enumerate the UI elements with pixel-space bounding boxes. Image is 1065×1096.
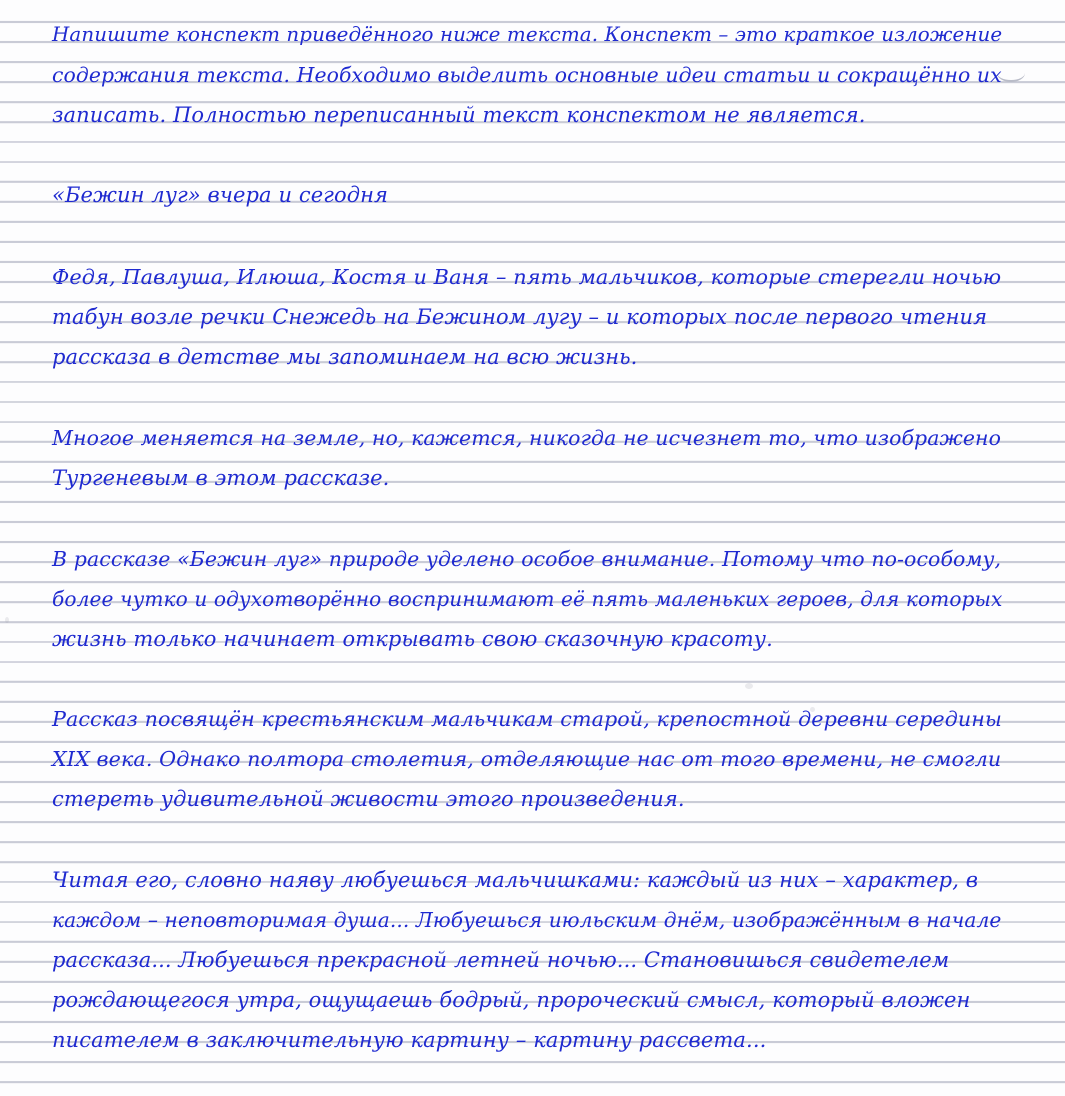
- paragraph-line: жизнь только начинает открывать свою сказочную красоту.: [52, 627, 773, 651]
- instruction-line: Напишите конспект приведённого ниже текста. Конспект – это краткое изложение: [52, 23, 1003, 46]
- paragraph-line: табун возле речки Снежедь на Бежином лугу – и которых после первого чтения: [52, 305, 988, 329]
- paragraph-line: каждом – неповторимая душа... Любуешься июльским днём, изображённым в начале: [52, 908, 1002, 932]
- paragraph-line: XIX века. Однако полтора столетия, отделяющие нас от того времени, не смогли: [52, 747, 1002, 771]
- paragraph-line: рождающегося утра, ощущаешь бодрый, пророческий смысл, который вложен: [52, 988, 971, 1012]
- paragraph-line: Читая его, словно наяву любуешься мальчишками: каждый из них – характер, в: [52, 868, 979, 892]
- paragraph-line: Тургеневым в этом рассказе.: [52, 466, 390, 490]
- paper-smudge: [5, 617, 9, 623]
- paragraph-line: более чутко и одухотворённо воспринимают её пять маленьких героев, для которых: [52, 587, 1003, 611]
- paragraph-line: рассказа в детстве мы запоминаем на всю жизнь.: [52, 345, 638, 369]
- text-title: «Бежин луг» вчера и сегодня: [52, 183, 389, 207]
- paragraph-line: стереть удивительной живости этого произведения.: [52, 787, 685, 811]
- paragraph-line: Федя, Павлуша, Илюша, Костя и Ваня – пять мальчиков, которые стерегли ночью: [52, 265, 1002, 289]
- instruction-line: записать. Полностью переписанный текст конспектом не является.: [52, 103, 866, 127]
- paragraph-line: В рассказе «Бежин луг» природе уделено особое внимание. Потому что по-особому,: [52, 547, 1002, 571]
- paragraph-line: писателем в заключительную картину – картину рассвета...: [52, 1028, 767, 1052]
- instruction-line: содержания текста. Необходимо выделить основные идеи статьи и сокращённо их: [52, 63, 1002, 87]
- paragraph-line: Многое меняется на земле, но, кажется, никогда не исчезнет то, что изображено: [52, 426, 1002, 450]
- paragraph-line: рассказа... Любуешься прекрасной летней ночью... Становишься свидетелем: [52, 948, 950, 972]
- paragraph-line: Рассказ посвящён крестьянским мальчикам старой, крепостной деревни середины: [52, 707, 1002, 731]
- paper-smudge: [745, 683, 753, 689]
